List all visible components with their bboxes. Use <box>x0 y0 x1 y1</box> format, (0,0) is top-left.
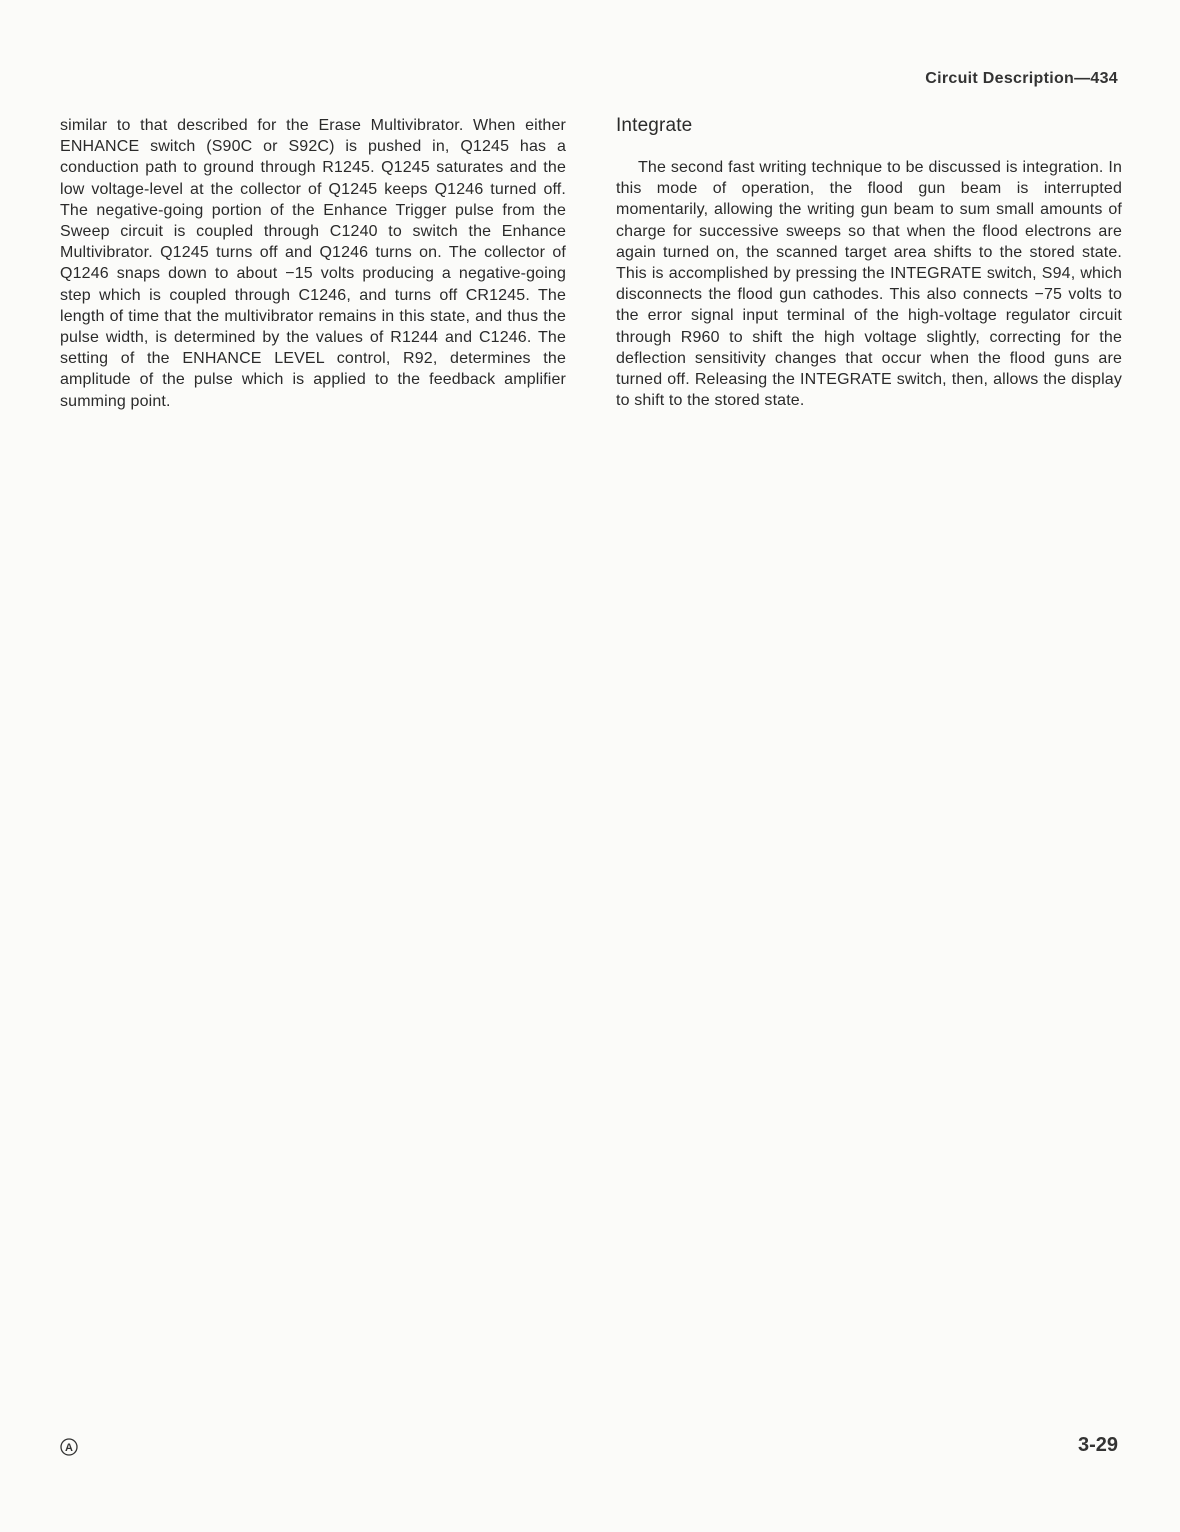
body-paragraph: similar to that described for the Erase Multivibrator. When either ENHANCE switch (S90C or S92C) is pushed in, Q1245 has a conduction path to ground through R1245. Q1245 saturates and the low voltage-level at the collector of Q1245 keeps Q1246 turned off. The negative-going portion of the Enhance Trigger pulse from the Sweep circuit is coupled through C1240 to switch the Enhance Multivibrator. Q1245 turns off and Q1246 turns on. The collector of Q1246 snaps down to about −15 volts producing a negative-going step which is coupled through C1246, and turns off CR1245. The length of time that the multivibrator remains in this state, and thus the pulse width, is determined by the values of R1244 and C1246. The setting of the ENHANCE LEVEL control, R92, determines the amplitude of the pulse which is applied to the feedback amplifier summing point. <box>60 117 566 410</box>
body-paragraph: The second fast writing technique to be discussed is integration. In this mode of operation, the flood gun beam is interrupted momentarily, allowing the writing gun beam to sum small amounts of charge for successive sweeps so that when the flood electrons are again turned on, the scanned target area shifts to the stored state. This is accomplished by pressing the INTEGRATE switch, S94, which disconnects the flood gun cathodes. This also connects −75 volts to the error signal input terminal of the high-voltage regulator circuit through R960 to shift the high voltage slightly, correcting for the deflection sensitivity changes that occur when the flood guns are turned off. Releasing the INTEGRATE switch, then, allows the display to shift to the stored state. <box>616 159 1122 410</box>
running-header: Circuit Description—434 <box>925 70 1118 87</box>
left-column <box>60 115 566 412</box>
revision-mark-letter: A <box>65 1442 73 1454</box>
revision-mark-icon <box>60 1438 78 1456</box>
page-number: 3-29 <box>1077 1434 1118 1456</box>
right-column <box>616 114 1122 411</box>
section-heading: Integrate <box>616 115 693 136</box>
